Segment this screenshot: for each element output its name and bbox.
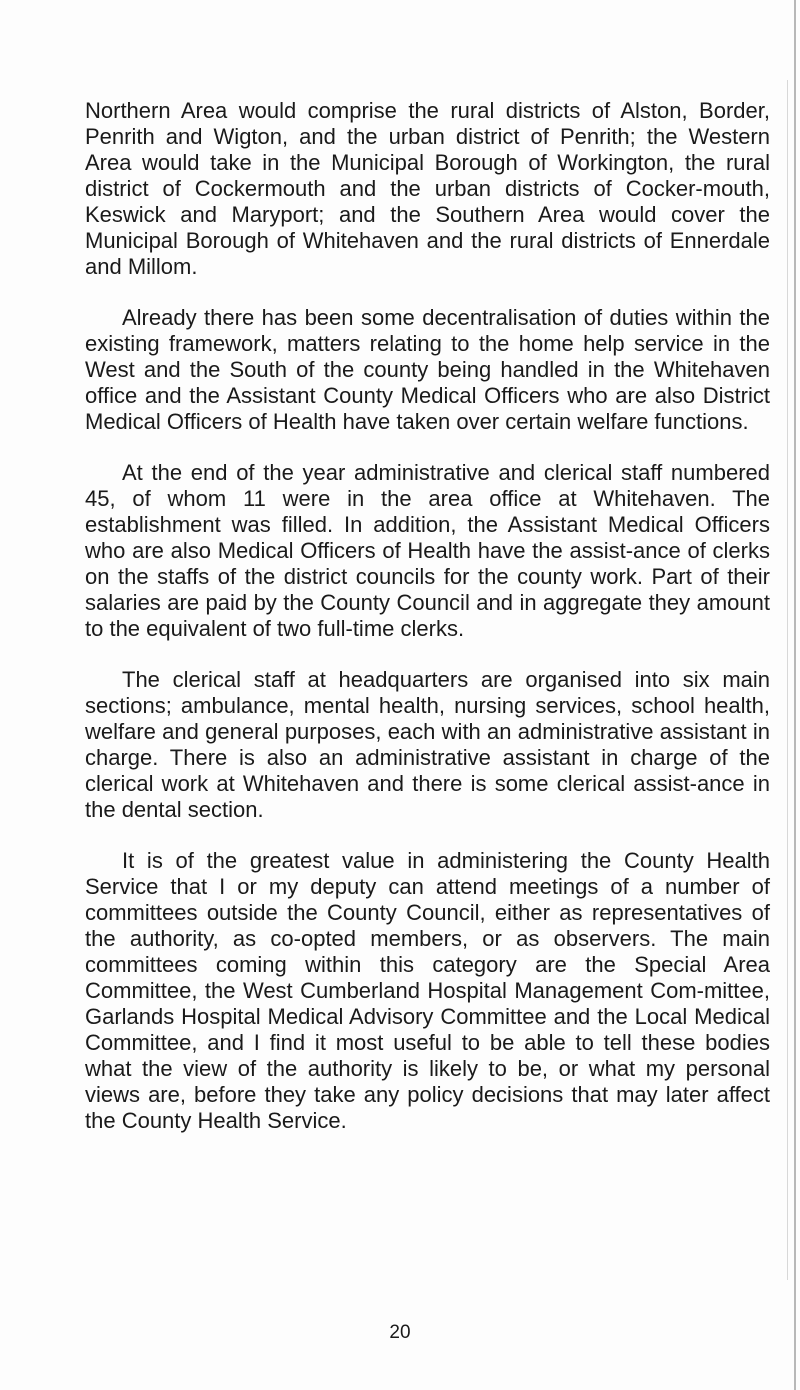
page-edge-shadow [794, 0, 796, 1390]
paragraph-5: It is of the greatest value in administering the County Health Service that I or my deputy can attend meetings of a number of committees outside the County Council, either as representatives of the authority, as co-opted members, or as observers. The main committees coming within this category are the Special Area Committee, the West Cumberland Hospital Management Com-mittee, Garlands Hospital Medical Advisory Committee and the Local Medical Committee, and I find it most useful to be able to tell these bodies what the view of the authority is likely to be, or what my personal views are, before they take any policy decisions that may later affect the County Health Service. [85, 848, 770, 1133]
page-number: 20 [389, 1322, 411, 1343]
paragraph-4: The clerical staff at headquarters are organised into six main sections; ambulance, mental health, nursing services, school health, welfare and general purposes, each with an administrative assistant in charge. There is also an administrative assistant in charge of the clerical work at Whitehaven and there is some clerical assist-ance in the dental section. [85, 667, 770, 822]
page-edge-shadow-inner [787, 80, 788, 1280]
paragraph-1: Northern Area would comprise the rural districts of Alston, Border, Penrith and Wigton, and the urban district of Penrith; the Western Area would take in the Municipal Borough of Workington, the rural district of Cockermouth and the urban districts of Cocker-mouth, Keswick and Maryport; and the Southern Area would cover the Municipal Borough of Whitehaven and the rural districts of Ennerdale and Millom. [85, 98, 770, 279]
paragraph-2: Already there has been some decentralisation of duties within the existing framework, matters relating to the home help service in the West and the South of the county being handled in the Whitehaven office and the Assistant County Medical Officers who are also District Medical Officers of Health have taken over certain welfare functions. [85, 305, 770, 434]
body-text [85, 98, 770, 1134]
paragraph-3: At the end of the year administrative and clerical staff numbered 45, of whom 11 were in the area office at Whitehaven. The establishment was filled. In addition, the Assistant Medical Officers who are also Medical Officers of Health have the assist-ance of clerks on the staffs of the district councils for the county work. Part of their salaries are paid by the County Council and in aggregate they amount to the equivalent of two full-time clerks. [85, 460, 770, 641]
